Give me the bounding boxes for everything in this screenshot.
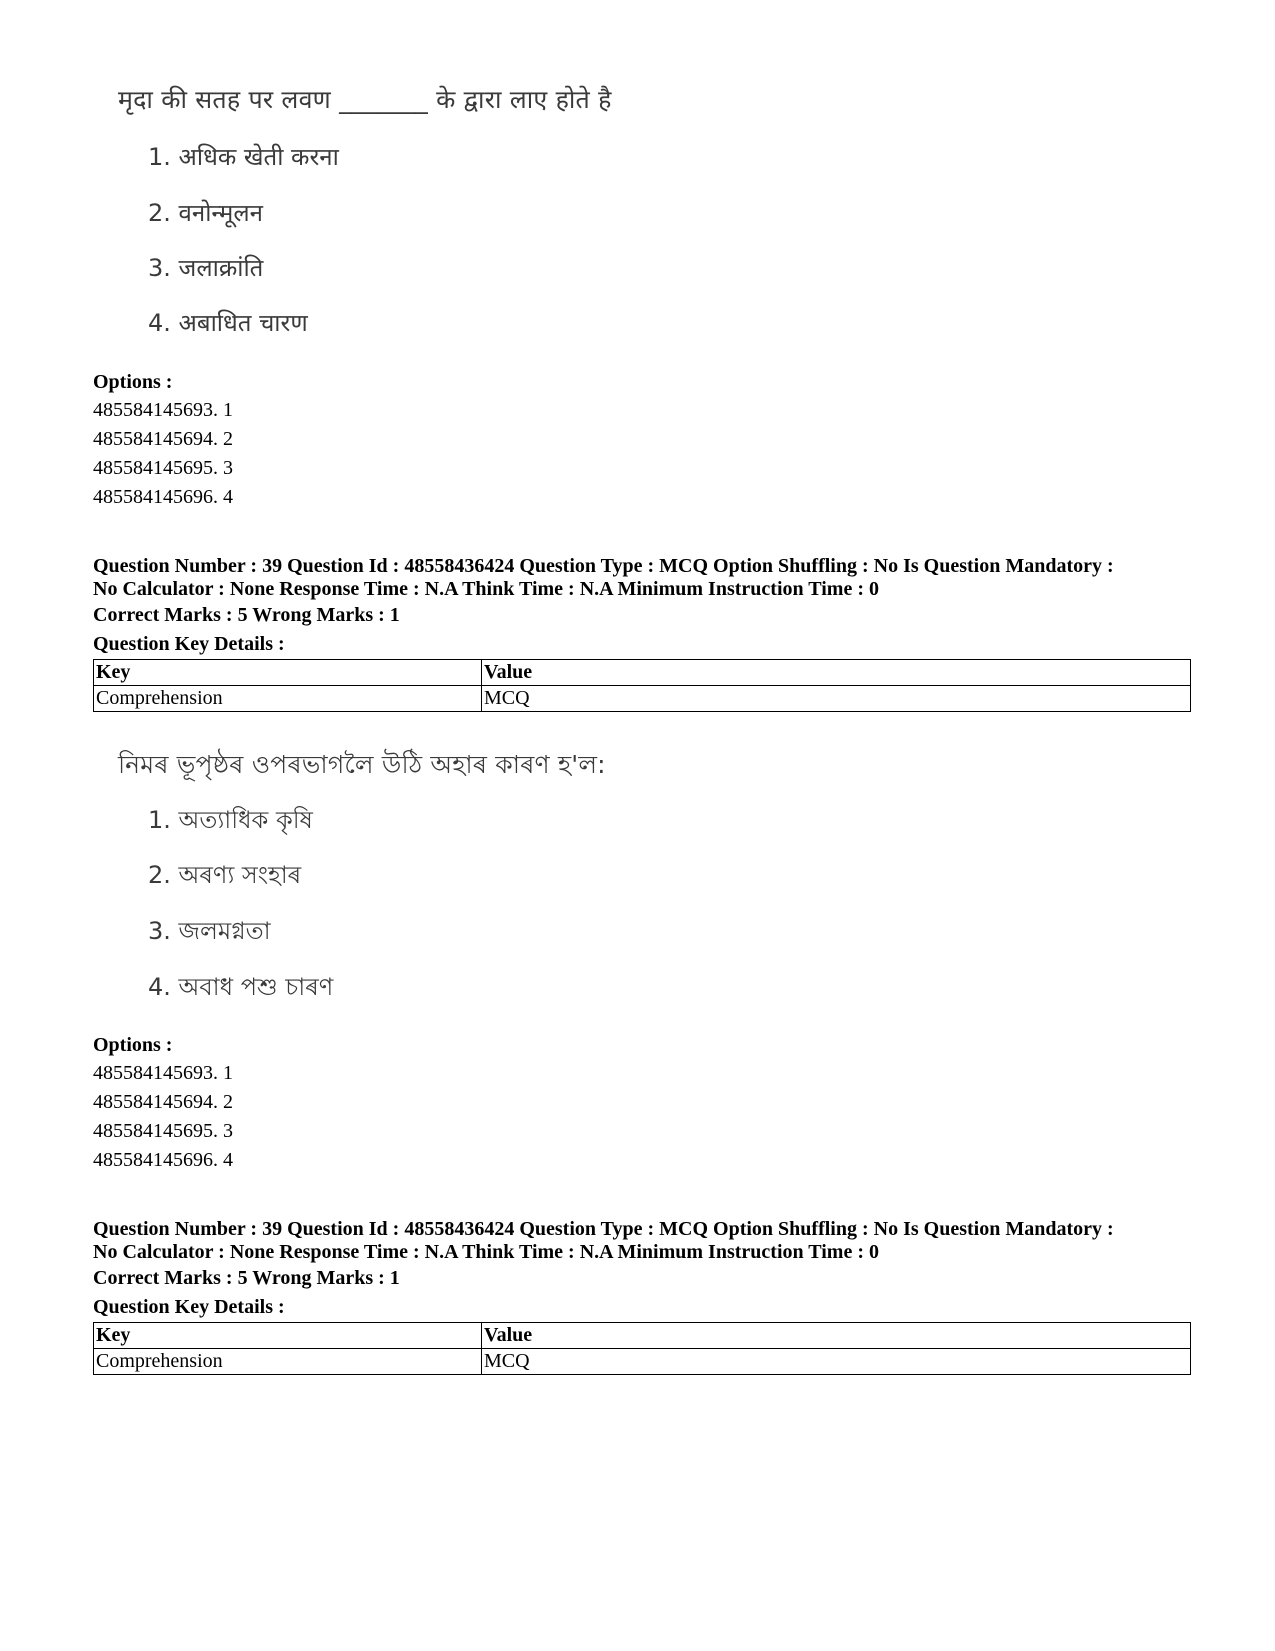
table-header-value: Value <box>482 1323 1191 1349</box>
option-item: 485584145695. 3 <box>93 1120 233 1142</box>
option-item: 485584145695. 3 <box>93 457 233 479</box>
table-cell-key: Comprehension <box>94 686 482 712</box>
question-meta-line: Question Number : 39 Question Id : 48558436424 Question Type : MCQ Option Shuffling : No Is Question Mandatory : <box>93 1218 1114 1240</box>
key-details-table <box>93 1322 1191 1375</box>
question-choice: 1. অত্যাধিক কৃষি <box>148 806 313 834</box>
option-item: 485584145694. 2 <box>93 1091 233 1113</box>
question-meta-line: Question Number : 39 Question Id : 48558436424 Question Type : MCQ Option Shuffling : No Is Question Mandatory : <box>93 555 1114 577</box>
question-choice: 4. অবাধ পশু চাৰণ <box>148 973 334 1001</box>
question-choice: 2. অৰণ্য সংহাৰ <box>148 861 302 889</box>
option-item: 485584145694. 2 <box>93 428 233 450</box>
table-row <box>94 1349 1191 1375</box>
table-cell-value: MCQ <box>482 1349 1191 1375</box>
question-choice: 1. अधिक खेती करना <box>148 143 339 171</box>
question-choice: 3. জলমগ্নতা <box>148 917 271 945</box>
table-header-key: Key <box>94 1323 482 1349</box>
question-meta-line: No Calculator : None Response Time : N.A Think Time : N.A Minimum Instruction Time : 0 <box>93 1241 879 1263</box>
table-header-row <box>94 1323 1191 1349</box>
question-image-hindi <box>118 82 678 352</box>
question-meta-line: No Calculator : None Response Time : N.A Think Time : N.A Minimum Instruction Time : 0 <box>93 578 879 600</box>
options-section <box>93 1031 1191 1175</box>
table-cell-key: Comprehension <box>94 1349 482 1375</box>
key-details-label: Question Key Details : <box>93 1296 285 1318</box>
question-stem: নিমৰ ভূপৃষ্ঠৰ ওপৰভাগলৈ উঠি অহাৰ কাৰণ হ'ল: <box>118 750 606 779</box>
question-choice: 4. अबाधित चारण <box>148 309 308 337</box>
key-details-label: Question Key Details : <box>93 633 285 655</box>
table-cell-value: MCQ <box>482 686 1191 712</box>
question-choice: 2. वनोन्मूलन <box>148 199 263 227</box>
question-meta <box>93 555 1191 712</box>
options-label: Options : <box>93 1034 173 1056</box>
marks-line: Correct Marks : 5 Wrong Marks : 1 <box>93 1267 400 1289</box>
option-item: 485584145696. 4 <box>93 486 233 508</box>
question-stem: मृदा की सतह पर लवण _______ के द्वारा लाए होते है <box>118 85 612 114</box>
options-label: Options : <box>93 371 173 393</box>
question-image-assamese <box>118 745 678 1015</box>
question-meta <box>93 1218 1191 1375</box>
table-header-value: Value <box>482 660 1191 686</box>
key-details-table <box>93 659 1191 712</box>
option-item: 485584145693. 1 <box>93 1062 233 1084</box>
options-section <box>93 368 1191 512</box>
marks-line: Correct Marks : 5 Wrong Marks : 1 <box>93 604 400 626</box>
table-header-key: Key <box>94 660 482 686</box>
table-row <box>94 686 1191 712</box>
option-item: 485584145696. 4 <box>93 1149 233 1171</box>
question-choice: 3. जलाक्रांति <box>148 254 264 282</box>
option-item: 485584145693. 1 <box>93 399 233 421</box>
table-header-row <box>94 660 1191 686</box>
